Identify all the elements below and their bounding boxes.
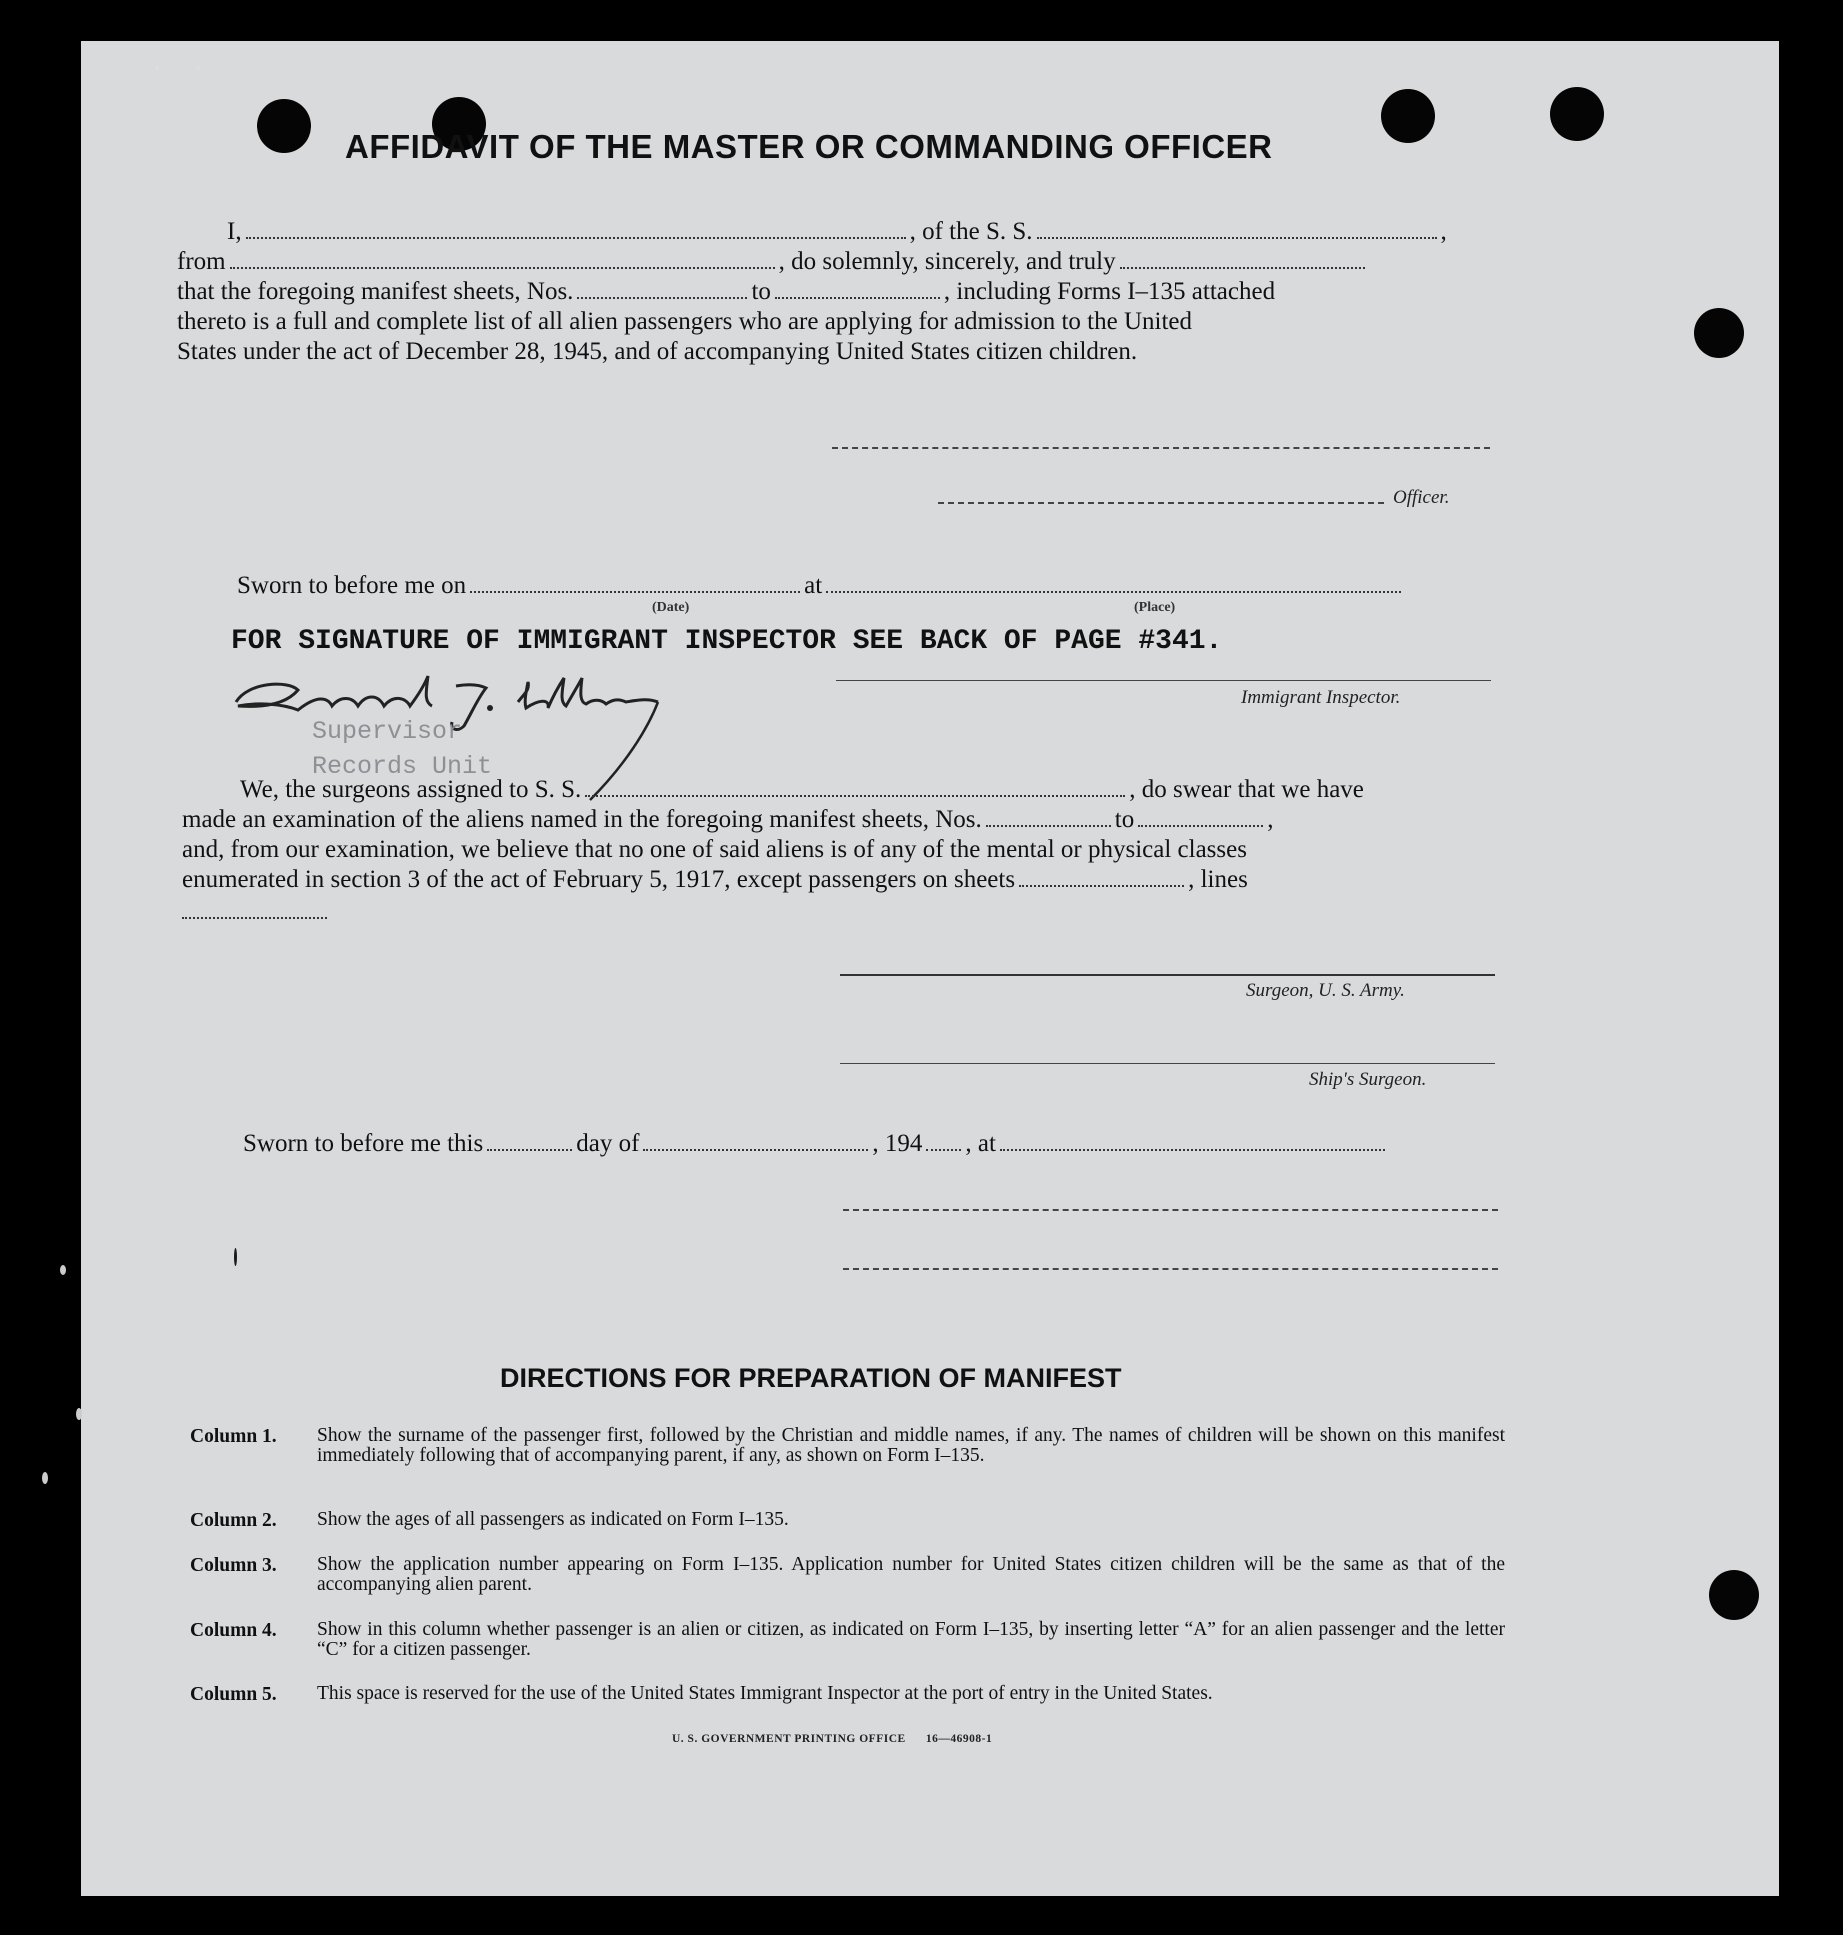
punch-hole bbox=[1709, 1570, 1759, 1620]
place-blank-2 bbox=[1000, 1148, 1385, 1151]
comma: , bbox=[1440, 218, 1447, 245]
to-label: to bbox=[1114, 806, 1135, 833]
month-blank bbox=[643, 1148, 868, 1151]
punch-hole bbox=[1381, 89, 1435, 143]
surgeons-line-3: and, from our examination, we believe that no one of said aliens is of any of the mental or physical classes bbox=[182, 836, 1247, 863]
to-label: to bbox=[751, 278, 771, 305]
inspector-signature-line bbox=[836, 680, 1491, 681]
year-blank bbox=[926, 1148, 961, 1151]
column-label: Column 4. bbox=[190, 1620, 277, 1641]
officer-signature-line-2 bbox=[938, 502, 1384, 504]
dust-speck bbox=[155, 66, 159, 70]
column-text: Show the ages of all passengers as indicated on Form I–135. bbox=[317, 1509, 789, 1530]
date-caption: (Date) bbox=[652, 600, 690, 615]
from-label: from bbox=[177, 248, 226, 275]
master-line-3 bbox=[177, 278, 1275, 306]
punch-hole bbox=[1550, 87, 1604, 141]
punch-hole bbox=[1694, 308, 1744, 358]
column-label: Column 1. bbox=[190, 1426, 277, 1447]
surgeons-ship-blank bbox=[585, 794, 1125, 797]
ship-blank bbox=[1037, 236, 1437, 239]
affidavit-title: AFFIDAVIT OF THE MASTER OR COMMANDING OFFICER bbox=[345, 128, 1273, 165]
punch-hole bbox=[257, 99, 311, 153]
sheets-blank bbox=[1019, 884, 1184, 887]
column-text: Show in this column whether passenger is an alien or citizen, as indicated on Form I–135, by inserting letter “A” for an alien passenger and the letter “C” for a citizen passenger. bbox=[317, 1619, 1505, 1660]
surgeons-line-4 bbox=[182, 866, 1248, 894]
pronoun-i: I, bbox=[227, 218, 242, 245]
surgeons-prefix: We, the surgeons assigned to S. S. bbox=[240, 776, 582, 803]
at-label-2: , at bbox=[965, 1130, 996, 1157]
at-label: at bbox=[804, 572, 823, 599]
column-text: Show the application number appearing on Form I–135. Application number for United States citizen children will be the same as that of the accompanying alien parent. bbox=[317, 1554, 1505, 1595]
ship-label: , of the S. S. bbox=[909, 218, 1033, 245]
sworn-prefix: Sworn to before me on bbox=[237, 572, 467, 599]
ship-surgeon-caption: Ship's Surgeon. bbox=[1309, 1069, 1427, 1090]
column-label: Column 5. bbox=[190, 1684, 277, 1705]
day-blank bbox=[487, 1148, 572, 1151]
name-blank bbox=[246, 236, 906, 239]
army-surgeon-signature-line bbox=[840, 974, 1495, 976]
column-text: This space is reserved for the use of the United States Immigrant Inspector at the port of entry in the United States. bbox=[317, 1683, 1213, 1704]
dust-speck bbox=[76, 1408, 82, 1420]
year-label: , 194 bbox=[872, 1130, 923, 1157]
witness-signature-line-2 bbox=[843, 1268, 1498, 1270]
nos-to-blank bbox=[1138, 824, 1263, 827]
from-blank bbox=[230, 266, 775, 269]
typed-note: FOR SIGNATURE OF IMMIGRANT INSPECTOR SEE BACK OF PAGE #341. bbox=[231, 626, 1223, 657]
column-label: Column 3. bbox=[190, 1555, 277, 1576]
dust-speck bbox=[60, 1265, 66, 1275]
directions-title: DIRECTIONS FOR PREPARATION OF MANIFEST bbox=[500, 1363, 1122, 1393]
inspector-caption: Immigrant Inspector. bbox=[1241, 687, 1401, 708]
master-line-1 bbox=[227, 218, 1447, 246]
swear-text: , do swear that we have bbox=[1129, 776, 1364, 803]
examination-text: made an examination of the aliens named in the foregoing manifest sheets, Nos. bbox=[182, 806, 982, 833]
printer-imprint: U. S. GOVERNMENT PRINTING OFFICE 16—46908-1 bbox=[672, 1733, 993, 1745]
sheets-text: that the foregoing manifest sheets, Nos. bbox=[177, 278, 574, 305]
enumerated-text: enumerated in section 3 of the act of February 5, 1917, except passengers on sheets bbox=[182, 866, 1016, 893]
stamp-records-unit: Records Unit bbox=[312, 752, 493, 781]
date-blank bbox=[470, 590, 800, 593]
dust-speck bbox=[42, 1472, 48, 1484]
master-line-5: States under the act of December 28, 1945, and of accompanying United States citizen children. bbox=[177, 338, 1138, 365]
sworn-line-1 bbox=[237, 572, 1405, 600]
column-label: Column 2. bbox=[190, 1510, 277, 1531]
army-surgeon-caption: Surgeon, U. S. Army. bbox=[1246, 980, 1405, 1001]
master-line-4: thereto is a full and complete list of all alien passengers who are applying for admission to the United bbox=[177, 308, 1193, 335]
place-caption: (Place) bbox=[1134, 600, 1176, 615]
column-text: Show the surname of the passenger first, followed by the Christian and middle names, if any. The names of children will be shown on this manifest immediately following that of accompanying parent, if any, as shown on Form I–135. bbox=[317, 1425, 1505, 1466]
ship-surgeon-signature-line bbox=[840, 1063, 1495, 1064]
place-blank bbox=[826, 590, 1401, 593]
master-line-2 bbox=[177, 248, 1369, 276]
day-of-label: day of bbox=[576, 1130, 640, 1157]
sheets-to-blank bbox=[775, 296, 940, 299]
forms-text: , including Forms I–135 attached bbox=[943, 278, 1276, 305]
lines-blank bbox=[182, 916, 327, 919]
officer-signature-line-1 bbox=[832, 447, 1490, 449]
sworn-line-2 bbox=[243, 1130, 1389, 1158]
dust-speck bbox=[234, 1248, 237, 1266]
surgeons-line-1 bbox=[240, 776, 1364, 804]
witness-signature-line-1 bbox=[843, 1209, 1498, 1211]
officer-caption: Officer. bbox=[1393, 487, 1450, 508]
sheets-from-blank bbox=[577, 296, 747, 299]
stamp-supervisor: Supervisor bbox=[312, 717, 463, 746]
surgeons-line-2 bbox=[182, 806, 1273, 834]
oath-blank bbox=[1120, 266, 1365, 269]
nos-from-blank bbox=[986, 824, 1111, 827]
solemn-text: , do solemnly, sincerely, and truly bbox=[778, 248, 1116, 275]
sworn2-prefix: Sworn to before me this bbox=[243, 1130, 484, 1157]
dust-speck bbox=[196, 66, 200, 70]
lines-label: , lines bbox=[1188, 866, 1248, 893]
comma: , bbox=[1267, 806, 1274, 833]
